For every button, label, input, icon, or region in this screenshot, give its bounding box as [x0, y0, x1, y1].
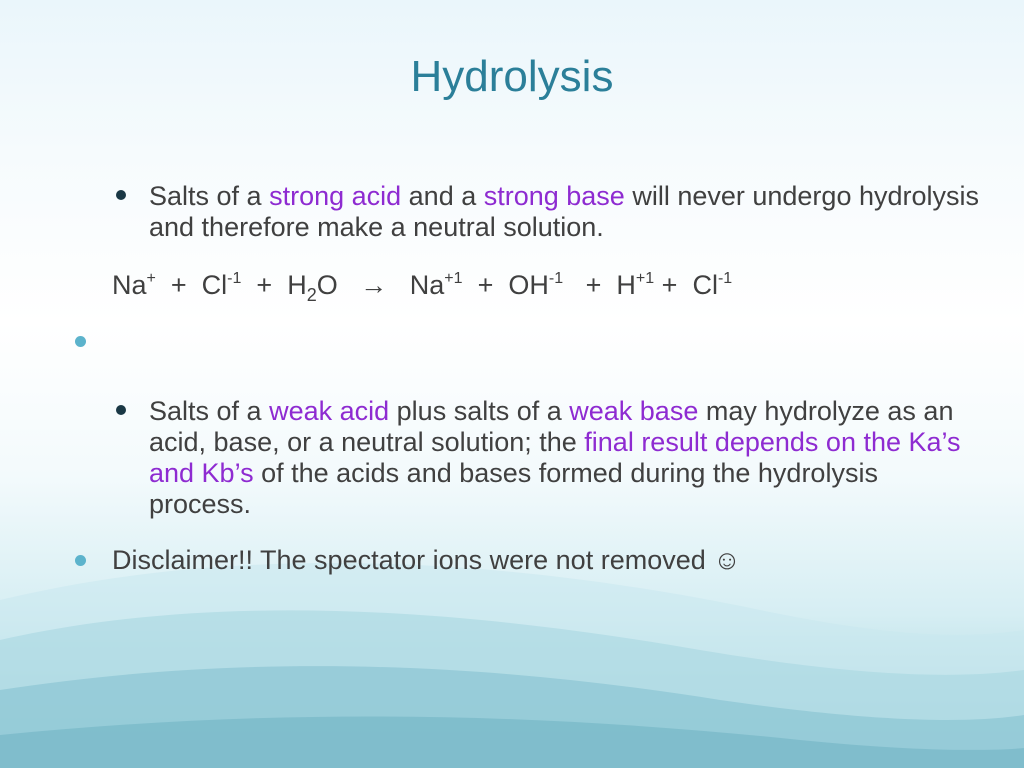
eq-plus: +: [256, 270, 273, 300]
text: Salts of a: [149, 396, 270, 426]
text: will never undergo hydrolysis and therefore make a neutral solution.: [149, 181, 979, 242]
eq-cl-charge: -1: [227, 270, 242, 287]
eq-na: Na: [112, 270, 147, 300]
highlight-final-result: final result depends on the Ka’s and Kb’s: [149, 427, 961, 488]
bullet-strong-acid-base: [149, 181, 979, 243]
eq-oh-charge: -1: [548, 270, 564, 287]
bullet-weak-acid-base: [149, 396, 961, 520]
highlight-weak-acid: weak acid: [269, 396, 390, 426]
eq-cl: Cl: [201, 270, 228, 300]
eq-plus: +: [477, 270, 494, 300]
disclaimer-text: Disclaimer!! The spectator ions were not removed ☺: [112, 545, 741, 575]
text: Salts of a: [149, 181, 270, 211]
highlight-weak-base: weak base: [569, 396, 699, 426]
text: and a: [401, 181, 484, 211]
bullet-dot: [75, 555, 86, 566]
eq-na-charge: +1: [444, 270, 463, 287]
highlight-strong-base: strong base: [483, 181, 625, 211]
eq-cl-charge: -1: [717, 270, 733, 287]
eq-cl: Cl: [692, 270, 718, 300]
eq-h2o-subscript: 2: [306, 285, 317, 305]
eq-na: Na: [409, 270, 445, 300]
slide-title: Hydrolysis: [410, 52, 614, 101]
highlight-strong-acid: strong acid: [269, 181, 402, 211]
eq-na-charge: +: [146, 270, 156, 287]
eq-h-ion: H: [616, 270, 636, 300]
bullet-dot: [116, 190, 126, 200]
eq-o: O: [316, 270, 338, 300]
text: may hydrolyze as an acid, base, or a neutral solution; the: [149, 396, 954, 457]
eq-h: H: [287, 270, 307, 300]
eq-h-charge: +1: [635, 270, 655, 287]
eq-plus: +: [585, 270, 602, 300]
eq-plus: +: [170, 270, 187, 300]
eq-arrow: →: [360, 270, 388, 300]
eq-oh: OH: [508, 270, 549, 300]
text: plus salts of a: [389, 396, 570, 426]
bullet-dot-empty: [75, 336, 86, 347]
eq-plus: +: [661, 270, 678, 300]
text: of the acids and bases formed during the hydrolysis process.: [149, 458, 878, 519]
bullet-dot: [116, 405, 126, 415]
hydrolysis-equation: [112, 270, 732, 305]
